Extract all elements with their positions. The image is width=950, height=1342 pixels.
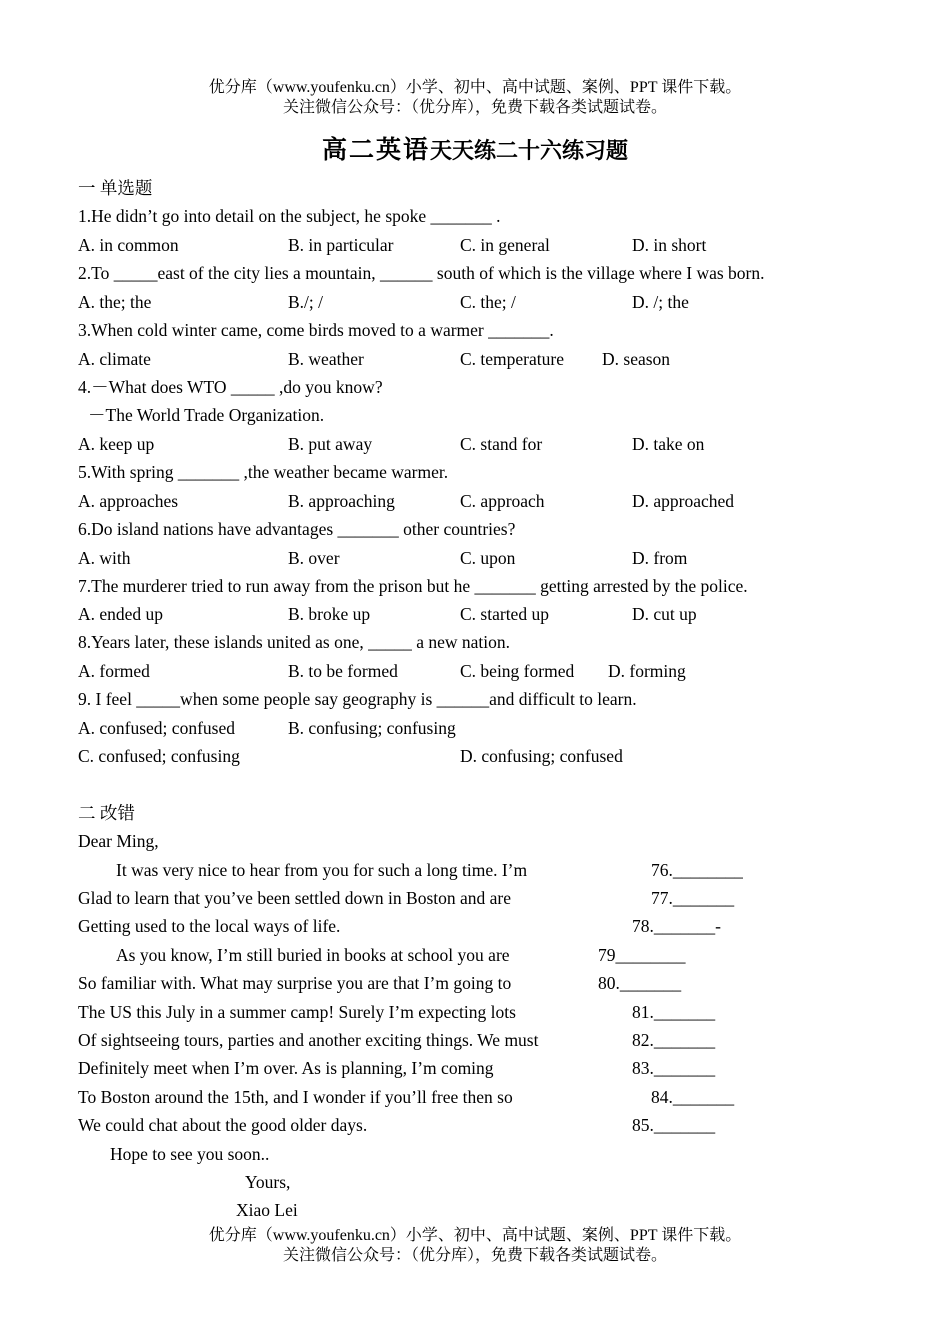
answer-blank-83: 83._______ — [632, 1058, 716, 1078]
q3-option-b: B. weather — [288, 349, 364, 369]
question-4-answer-line: －The World Trade Organization. — [88, 405, 325, 425]
letter-line: Glad to learn that you’ve been settled down in Boston and are — [78, 888, 512, 908]
q2-option-a: A. the; the — [78, 292, 152, 312]
q8-option-b: B. to be formed — [288, 661, 398, 681]
letter-signoff: Yours, — [245, 1172, 291, 1192]
q2-option-d: D. /; the — [632, 292, 689, 312]
q9-option-b: B. confusing; confusing — [288, 718, 456, 738]
question-1: 1.He didn’t go into detail on the subject, he spoke _______ . — [78, 206, 501, 226]
answer-blank-77: 77._______ — [651, 888, 735, 908]
q6-option-d: D. from — [632, 548, 688, 568]
q1-option-c: C. in general — [460, 235, 550, 255]
question-4: 4.－What does WTO _____ ,do you know? — [78, 377, 383, 397]
answer-blank-79: 79________ — [598, 945, 686, 965]
question-3: 3.When cold winter came, come birds moved to a warmer _______. — [78, 320, 554, 340]
q3-option-a: A. climate — [78, 349, 151, 369]
q1-option-d: D. in short — [632, 235, 707, 255]
answer-blank-84: 84._______ — [651, 1087, 735, 1107]
answer-blank-82: 82._______ — [632, 1030, 716, 1050]
letter-line: So familiar with. What may surprise you are that I’m going to — [78, 973, 512, 993]
letter-line: To Boston around the 15th, and I wonder if you’ll free then so — [78, 1087, 513, 1107]
footer-line-2: 关注微信公众号：（优分库），免费下载各类试题试卷。 — [282, 1247, 667, 1264]
letter-line: As you know, I’m still buried in books at school you are — [116, 945, 510, 965]
q2-option-c: C. the; / — [460, 292, 516, 312]
q6-option-a: A. with — [78, 548, 131, 568]
letter-line: Of sightseeing tours, parties and another exciting things. We must — [78, 1030, 539, 1050]
q5-option-d: D. approached — [632, 491, 735, 511]
q7-option-c: C. started up — [460, 604, 549, 624]
q4-option-b: B. put away — [288, 434, 373, 454]
header-line-1: 优分库（www.youfenku.cn）小学、初中、高中试题、案例、PPT 课件下载。 — [208, 79, 742, 96]
header-line-2: 关注微信公众号：（优分库），免费下载各类试题试卷。 — [282, 99, 667, 116]
q1-option-a: A. in common — [78, 235, 179, 255]
title-bold-part: 高二英语 — [321, 137, 430, 164]
answer-blank-78: 78._______- — [632, 916, 721, 936]
q4-option-d: D. take on — [632, 434, 705, 454]
q2-option-b: B./; / — [288, 292, 324, 312]
question-5: 5.With spring _______ ,the weather became warmer. — [78, 462, 449, 482]
q8-option-a: A. formed — [78, 661, 150, 681]
q1-option-b: B. in particular — [288, 235, 394, 255]
q3-option-d: D. season — [602, 349, 671, 369]
title-rest: 天天练二十六练习题 — [430, 138, 629, 163]
letter-line: The US this July in a summer camp! Surely I’m expecting lots — [78, 1002, 516, 1022]
question-6: 6.Do island nations have advantages _______ other countries? — [78, 519, 516, 539]
question-9: 9. I feel _____when some people say geography is ______and difficult to learn. — [78, 689, 637, 709]
question-7: 7.The murderer tried to run away from the prison but he _______ getting arrested by the police. — [78, 576, 748, 596]
letter-signature: Xiao Lei — [236, 1200, 298, 1220]
letter-line: Getting used to the local ways of life. — [78, 916, 341, 936]
letter-greeting: Dear Ming, — [78, 831, 159, 851]
answer-blank-76: 76.________ — [651, 860, 743, 880]
q5-option-c: C. approach — [460, 491, 545, 511]
q5-option-b: B. approaching — [288, 491, 395, 511]
footer-line-1: 优分库（www.youfenku.cn）小学、初中、高中试题、案例、PPT 课件下载。 — [208, 1227, 742, 1244]
q6-option-b: B. over — [288, 548, 340, 568]
q8-option-d: D. forming — [608, 661, 686, 681]
q4-option-c: C. stand for — [460, 434, 543, 454]
question-2: 2.To _____east of the city lies a mountain, ______ south of which is the village where I was born. — [78, 263, 765, 283]
answer-blank-80: 80._______ — [598, 973, 682, 993]
letter-closing: Hope to see you soon.. — [110, 1144, 270, 1164]
q9-option-c: C. confused; confusing — [78, 746, 240, 766]
q7-option-d: D. cut up — [632, 604, 697, 624]
q9-option-a: A. confused; confused — [78, 718, 235, 738]
q4-option-a: A. keep up — [78, 434, 155, 454]
q5-option-a: A. approaches — [78, 491, 179, 511]
q9-option-d: D. confusing; confused — [460, 746, 623, 766]
q8-option-c: C. being formed — [460, 661, 575, 681]
letter-line: It was very nice to hear from you for such a long time. I’m — [116, 860, 528, 880]
section1-heading: 一 单选题 — [78, 178, 153, 198]
question-8: 8.Years later, these islands united as one, _____ a new nation. — [78, 632, 511, 652]
q7-option-a: A. ended up — [78, 604, 164, 624]
q7-option-b: B. broke up — [288, 604, 371, 624]
q3-option-c: C. temperature — [460, 349, 564, 369]
section2-heading: 二 改错 — [78, 803, 135, 823]
letter-line: We could chat about the good older days. — [78, 1115, 368, 1135]
letter-line: Definitely meet when I’m over. As is planning, I’m coming — [78, 1058, 494, 1078]
q6-option-c: C. upon — [460, 548, 516, 568]
answer-blank-85: 85._______ — [632, 1115, 716, 1135]
page-title — [0, 130, 950, 166]
answer-blank-81: 81._______ — [632, 1002, 716, 1022]
